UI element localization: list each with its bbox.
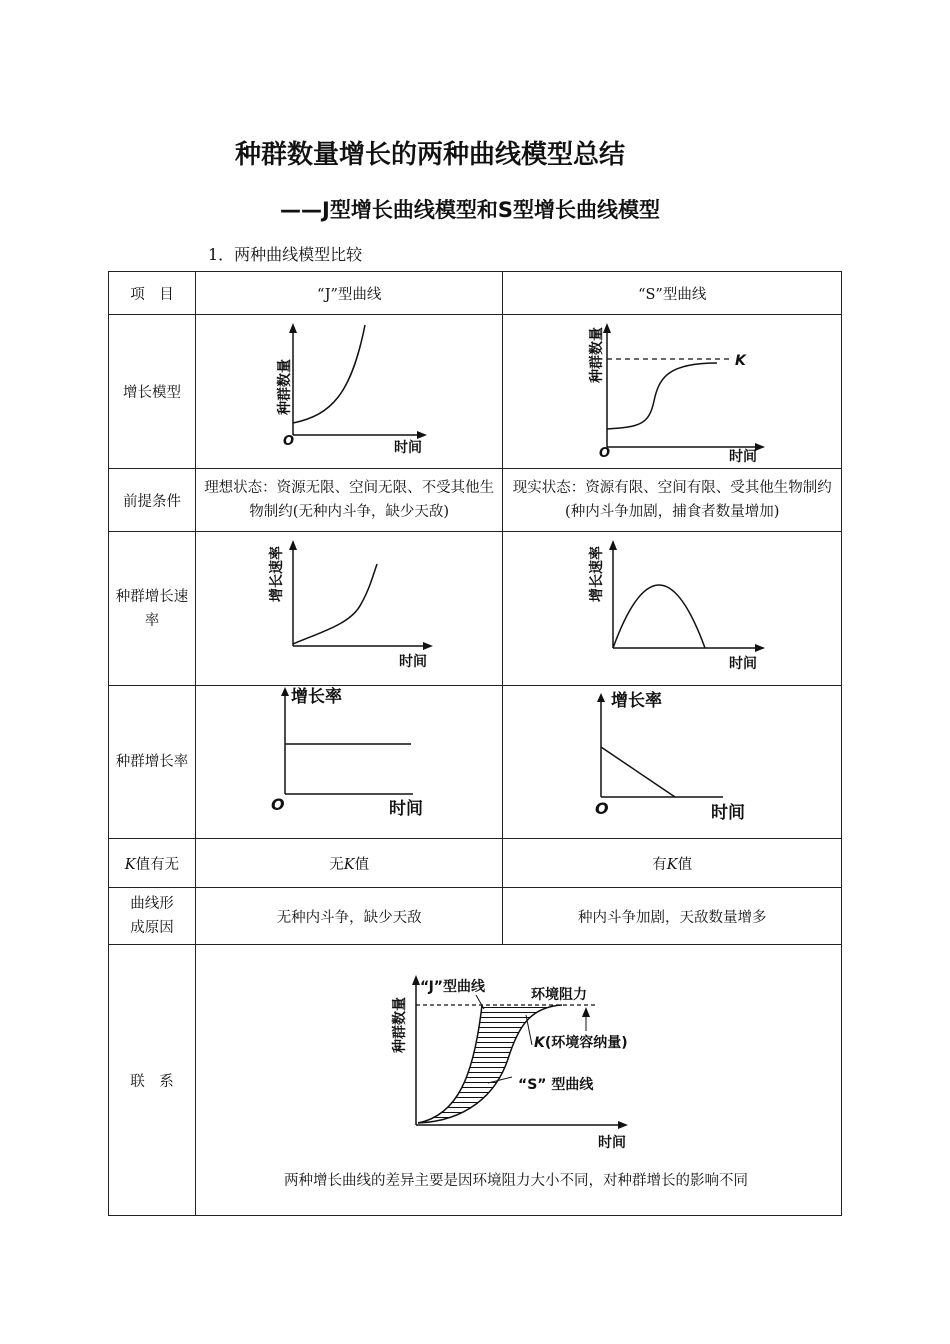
origin-label: O — [594, 799, 609, 818]
j-curve-label: “J”型曲线 — [419, 979, 485, 995]
s-speed-chart — [509, 532, 836, 681]
row-label-cause: 曲线形成原因 — [109, 888, 196, 945]
x-axis-label: 时间 — [728, 656, 757, 672]
row-label-growth-model: 增长模型 — [109, 315, 196, 469]
page-subtitle: ——J型增长曲线模型和S型增长曲线模型 — [280, 198, 660, 222]
j-curve — [293, 325, 365, 423]
resistance-label: 环境阻力 — [530, 987, 587, 1003]
row-label-growth-speed: 种群增长速率 — [109, 532, 196, 686]
x-axis-label: 时间 — [393, 440, 422, 456]
s-premise: 现实状态：资源有限、空间有限、受其他生物制约(种内斗争加剧，捕食者数量增加) — [503, 469, 842, 532]
j-k-suffix: 值 — [354, 856, 370, 873]
x-axis-label: 时间 — [728, 449, 757, 464]
s-growth-speed-graph — [503, 532, 842, 686]
y-axis-label: 种群数量 — [588, 327, 605, 383]
relation-caption: 两种增长曲线的差异主要是因环境阻力大小不同，对种群增长的影响不同 — [283, 1173, 748, 1189]
row-label-k-value — [109, 839, 196, 888]
row-label-relation: 联 系 — [109, 945, 196, 1216]
row-growth-model — [109, 315, 842, 469]
row-k-value — [109, 839, 842, 888]
s-k-value — [503, 839, 842, 888]
s-curve-label: “S” 型曲线 — [517, 1077, 594, 1093]
origin-label: O — [598, 446, 610, 461]
resistance-area — [418, 1005, 562, 1123]
relation-chart — [196, 965, 836, 1175]
s-curve — [607, 363, 717, 429]
relation-cell — [195, 945, 841, 1216]
s-population-chart — [509, 315, 836, 464]
j-speed-chart — [201, 532, 498, 681]
row-growth-speed — [109, 532, 842, 686]
x-axis-label: 时间 — [710, 803, 745, 823]
table-header-row — [109, 272, 842, 315]
k-label: K — [734, 353, 746, 369]
y-axis-label: 增长速率 — [588, 546, 605, 602]
s-rate-chart — [509, 686, 836, 834]
j-k-prefix: 无 — [329, 856, 344, 873]
k-symbol: K — [124, 856, 136, 873]
row-cause — [109, 888, 842, 945]
row-label-premise: 前提条件 — [109, 469, 196, 532]
row-label-growth-rate: 种群增长率 — [109, 686, 196, 839]
header-item: 项 目 — [109, 272, 196, 315]
s-k-prefix: 有 — [652, 856, 667, 873]
x-axis-label: 时间 — [388, 799, 423, 819]
j-growth-speed-graph — [195, 532, 502, 686]
j-cause: 无种内斗争，缺少天敌 — [195, 888, 502, 945]
row-premise — [109, 469, 842, 532]
origin-label: O — [270, 795, 285, 814]
j-population-chart — [201, 315, 498, 464]
y-axis-label: 种群数量 — [391, 997, 408, 1053]
row-growth-rate — [109, 686, 842, 839]
s-growth-rate-graph — [503, 686, 842, 839]
s-rate-line — [601, 747, 675, 797]
header-s-curve: “S”型曲线 — [503, 272, 842, 315]
x-axis-label: 时间 — [398, 654, 427, 670]
j-k-value — [195, 839, 502, 888]
s-speed-curve — [613, 585, 705, 648]
y-axis-label: 增长速率 — [268, 546, 285, 602]
header-j-curve: “J”型曲线 — [195, 272, 502, 315]
y-axis-label: 种群数量 — [276, 359, 293, 415]
k-label-rest: 值有无 — [135, 856, 180, 873]
s-k-suffix: 值 — [677, 856, 693, 873]
capacity-label: K(环境容纳量) — [533, 1035, 628, 1051]
section-heading: 1．两种曲线模型比较 — [208, 245, 363, 264]
j-growth-rate-graph — [195, 686, 502, 839]
x-axis-label: 时间 — [597, 1135, 626, 1151]
origin-label: O — [282, 434, 294, 449]
s-cause: 种内斗争加剧，天敌数量增多 — [503, 888, 842, 945]
j-k-symbol: K — [343, 856, 355, 873]
s-growth-model-graph — [503, 315, 842, 469]
j-rate-chart — [201, 686, 498, 834]
row-relation — [109, 945, 842, 1216]
page-title: 种群数量增长的两种曲线模型总结 — [234, 140, 625, 170]
y-axis-label: 增长率 — [290, 687, 342, 707]
j-growth-model-graph — [195, 315, 502, 469]
j-premise: 理想状态：资源无限、空间无限、不受其他生物制约(无种内斗争，缺少天敌) — [195, 469, 502, 532]
j-speed-curve — [293, 564, 377, 644]
y-axis-label: 增长率 — [610, 691, 662, 711]
comparison-table — [108, 271, 842, 1216]
s-k-symbol: K — [666, 856, 678, 873]
